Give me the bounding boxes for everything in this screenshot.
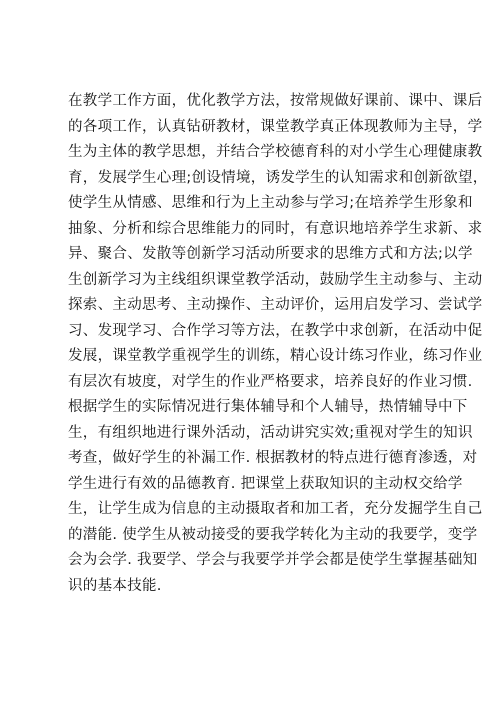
text-line: 生，让学生成为信息的主动摄取者和加工者，充分发掘学生自己: [68, 501, 483, 517]
text-line: 的潜能. 使学生从被动接受的要我学转化为主动的我要学，变学: [68, 526, 478, 543]
text-line: 学生进行有效的品德教育. 把课堂上获取知识的主动权交给学: [68, 475, 463, 492]
text-line: 生创新学习为主线组织课堂教学活动，鼓励学生主动参与、主动: [68, 271, 483, 288]
text-line: 的各项工作，认真钻研教材，课堂教学真正体现教师为主导，学: [68, 118, 483, 135]
text-line: 使学生从情感、思维和行为上主动参与学习;在培养学生形象和: [68, 195, 473, 211]
text-line: 生为主体的教学思想，并结合学校德育科的对小学生心理健康教: [68, 144, 483, 160]
text-line: 考查，做好学生的补漏工作. 根据教材的特点进行德育渗透，对: [68, 450, 478, 466]
text-line: 发展，课堂教学重视学生的训练，精心设计练习作业，练习作业: [68, 348, 483, 364]
text-line: 会为会学. 我要学、学会与我要学并学会都是使学生掌握基础知: [68, 552, 478, 568]
text-line: 生，有组织地进行课外活动，活动讲究实效;重视对学生的知识: [68, 424, 473, 441]
body-paragraph: [68, 89, 488, 599]
text-line: 习、发现学习、合作学习等方法，在教学中求创新，在活动中促: [68, 322, 483, 339]
text-line: 育，发展学生心理;创设情境，诱发学生的认知需求和创新欲望，: [68, 169, 488, 186]
text-line: 探索、主动思考、主动操作、主动评价，运用启发学习、尝试学: [68, 297, 483, 313]
text-line: 异、聚合、发散等创新学习活动所要求的思维方式和方法;以学: [68, 246, 473, 262]
text-line: 在教学工作方面，优化教学方法，按常规做好课前、课中、课后: [68, 93, 483, 109]
text-line: 抽象、分析和综合思维能力的同时，有意识地培养学生求新、求: [68, 220, 483, 237]
text-line: 识的基本技能.: [68, 577, 162, 594]
text-line: 有层次有坡度，对学生的作业严格要求，培养良好的作业习惯.: [68, 373, 473, 390]
text-line: 根据学生的实际情况进行集体辅导和个人辅导，热情辅导中下: [68, 399, 468, 415]
